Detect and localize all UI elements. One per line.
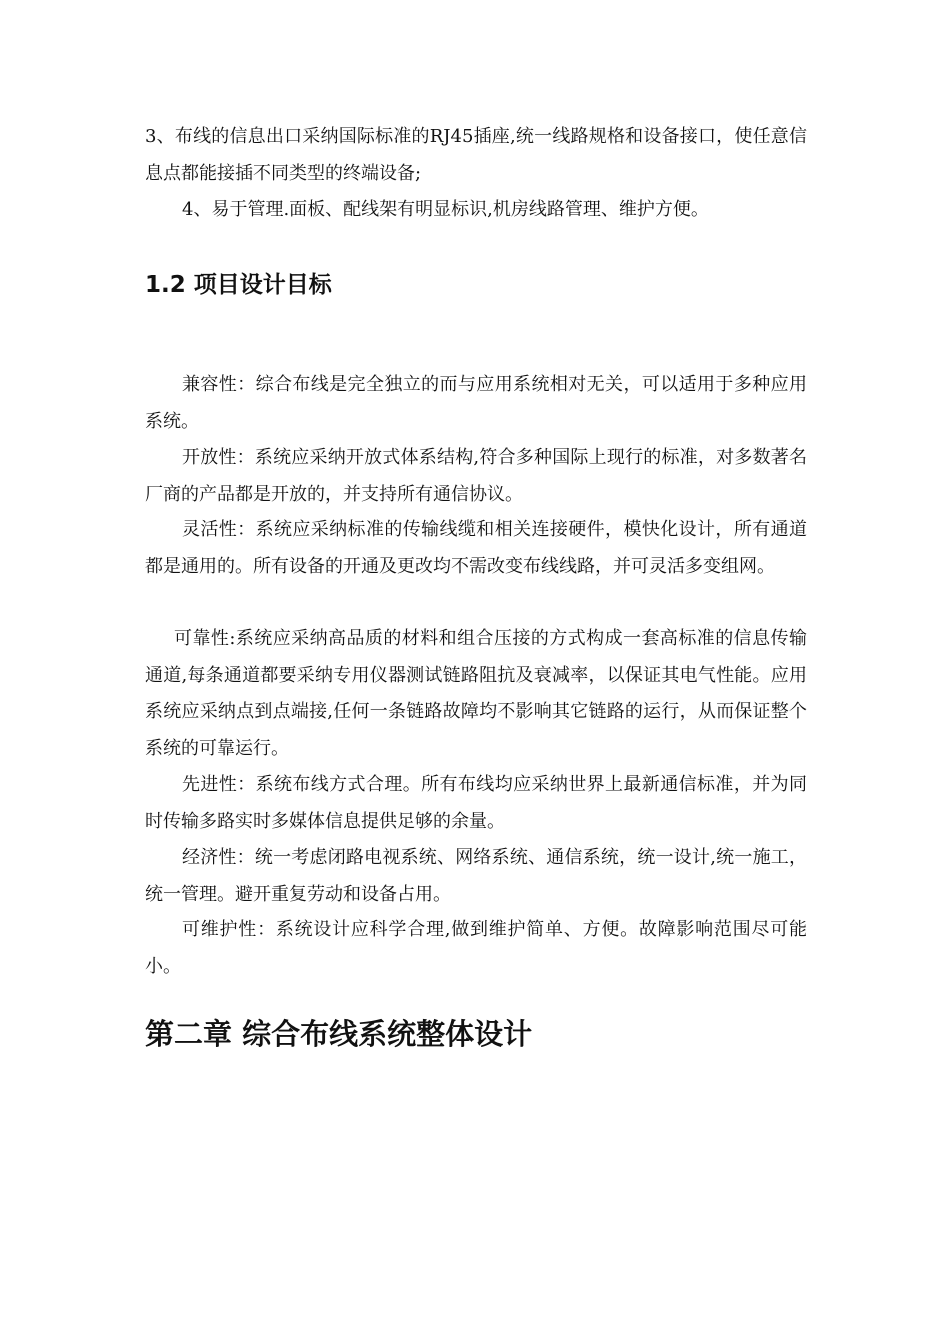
goal-reliability: 可靠性:系统应采纳高品质的材料和组合压接的方式构成一套高标准的信息传输通道,每条通道都要采纳专用仪器测试链路阻抗及衰减率，以保证其电气性能。应用系统应采纳点到点端接,任何一条链路故障均不影响其它链路的运行，从而保证整个系统的可靠运行。 [145, 628, 807, 759]
goal-flexibility: 灵活性：系统应采纳标准的传输线缆和相关连接硬件，模快化设计，所有通道都是通用的。所有设备的开通及更改均不需改变布线线路，并可灵活多变组网。 [145, 519, 807, 577]
chapter-heading: 第二章 综合布线系统整体设计 [145, 1017, 533, 1051]
goal-advancement: 先进性：系统布线方式合理。所有布线均应采纳世界上最新通信标准，并为同时传输多路实时多媒体信息提供足够的余量。 [145, 774, 807, 832]
goal-compatibility: 兼容性：综合布线是完全独立的而与应用系统相对无关，可以适用于多种应用系统。 [145, 374, 807, 432]
section-heading: 1.2 项目设计目标 [145, 272, 332, 298]
paragraph-rj45: 3、布线的信息出口采纳国际标准的RJ45插座,统一线路规格和设备接口，使任意信息点都能接插不同类型的终端设备; [145, 126, 807, 184]
paragraph-management: 4、易于管理.面板、配线架有明显标识,机房线路管理、维护方便。 [182, 199, 709, 220]
goal-maintainability: 可维护性：系统设计应科学合理,做到维护简单、方便。故障影响范围尽可能小。 [145, 919, 807, 977]
goal-openness: 开放性：系统应采纳开放式体系结构,符合多种国际上现行的标准，对多数著名厂商的产品都是开放的，并支持所有通信协议。 [145, 447, 807, 505]
goal-economy: 经济性：统一考虑闭路电视系统、网络系统、通信系统，统一设计,统一施工，统一管理。避开重复劳动和设备占用。 [145, 847, 807, 905]
